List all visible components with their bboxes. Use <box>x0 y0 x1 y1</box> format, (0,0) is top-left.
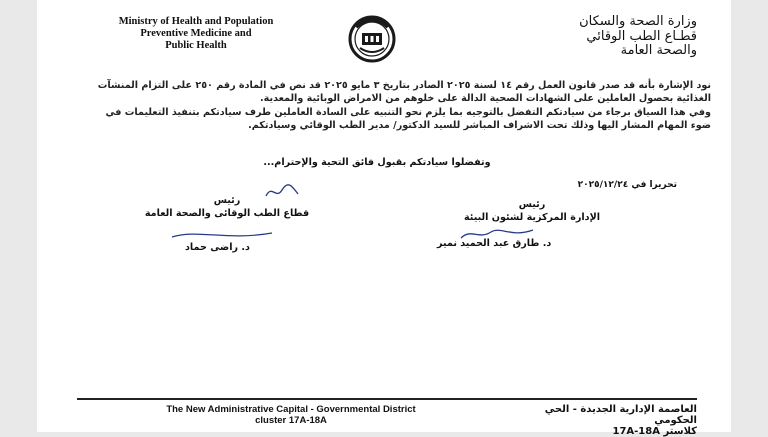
signature-right-title: رئيس <box>518 199 546 210</box>
header-en-public-health: Public Health <box>165 40 227 51</box>
footer-english <box>81 404 501 426</box>
header-arabic <box>507 15 697 59</box>
closing-line: وتفضلوا سيادتكم بقبول فائق التحية والإحترام... <box>263 157 491 168</box>
signature-left-name: د. راضى حماد <box>185 242 250 253</box>
header-english <box>81 16 311 52</box>
header-ar-public-health: والصحة العامة <box>620 43 697 58</box>
body-paragraph-2: وفي هذا السياق برجاء من سيادتكم التفضل بالتوجيه بما يلزم نحو التنبيه على السادة العاملين طرف سيادتكم بتنفيذ التعليمات في ضوء المهام المشار اليها وذلك تحت الاشراف المباشر للسيد الدكتور/ مدير الطب الوقائي وسيادتكم. <box>105 107 711 131</box>
signature-left-title: رئيس <box>213 195 241 206</box>
signature-right-name: د. طارق عبد الحميد نمير <box>437 238 552 249</box>
signature-block-right <box>432 198 632 224</box>
footer-en-cluster: cluster 17A-18A <box>255 415 327 426</box>
signature-right-department: الإدارة المركزية لشئون البيئة <box>463 212 601 223</box>
header-en-ministry: Ministry of Health and Population <box>118 16 274 27</box>
ministry-emblem-icon <box>340 14 404 64</box>
footer-divider <box>77 398 697 400</box>
issue-date: تحريرا في ٢٠٢٥/١٢/٢٤ <box>577 180 677 190</box>
letter-page <box>37 0 731 437</box>
header-ar-ministry: وزارة الصحة والسكان <box>579 14 697 29</box>
signature-left-department: قطاع الطب الوقائى والصحة العامة <box>144 208 310 219</box>
footer-en-address: The New Administrative Capital - Governmental District <box>166 404 416 415</box>
signature-left-scribble-icon <box>262 180 302 204</box>
header-en-sector: Preventive Medicine and <box>140 28 252 39</box>
header-ar-sector: قطـاع الطب الوقائي <box>586 28 697 44</box>
footer-ar-cluster: كلاستر 17A-18A <box>612 426 697 437</box>
letter-body <box>85 80 711 134</box>
body-paragraph-1: نود الإشارة بأنه قد صدر قانون العمل رقم ١٤ لسنة ٢٠٢٥ الصادر بتاريخ ٣ مايو ٢٠٢٥ قد نص في المادة رقم ٢٥٠ على التزام المنشآت الغذائية بحصول العاملين على الشهادات الصحية الدالة على خلوهم من الامراض الوبائية والمعدية. <box>97 80 711 104</box>
footer-arabic <box>507 404 697 437</box>
footer-ar-address: العاصمة الإدارية الجديدة - الحي الحكومي <box>544 404 697 426</box>
